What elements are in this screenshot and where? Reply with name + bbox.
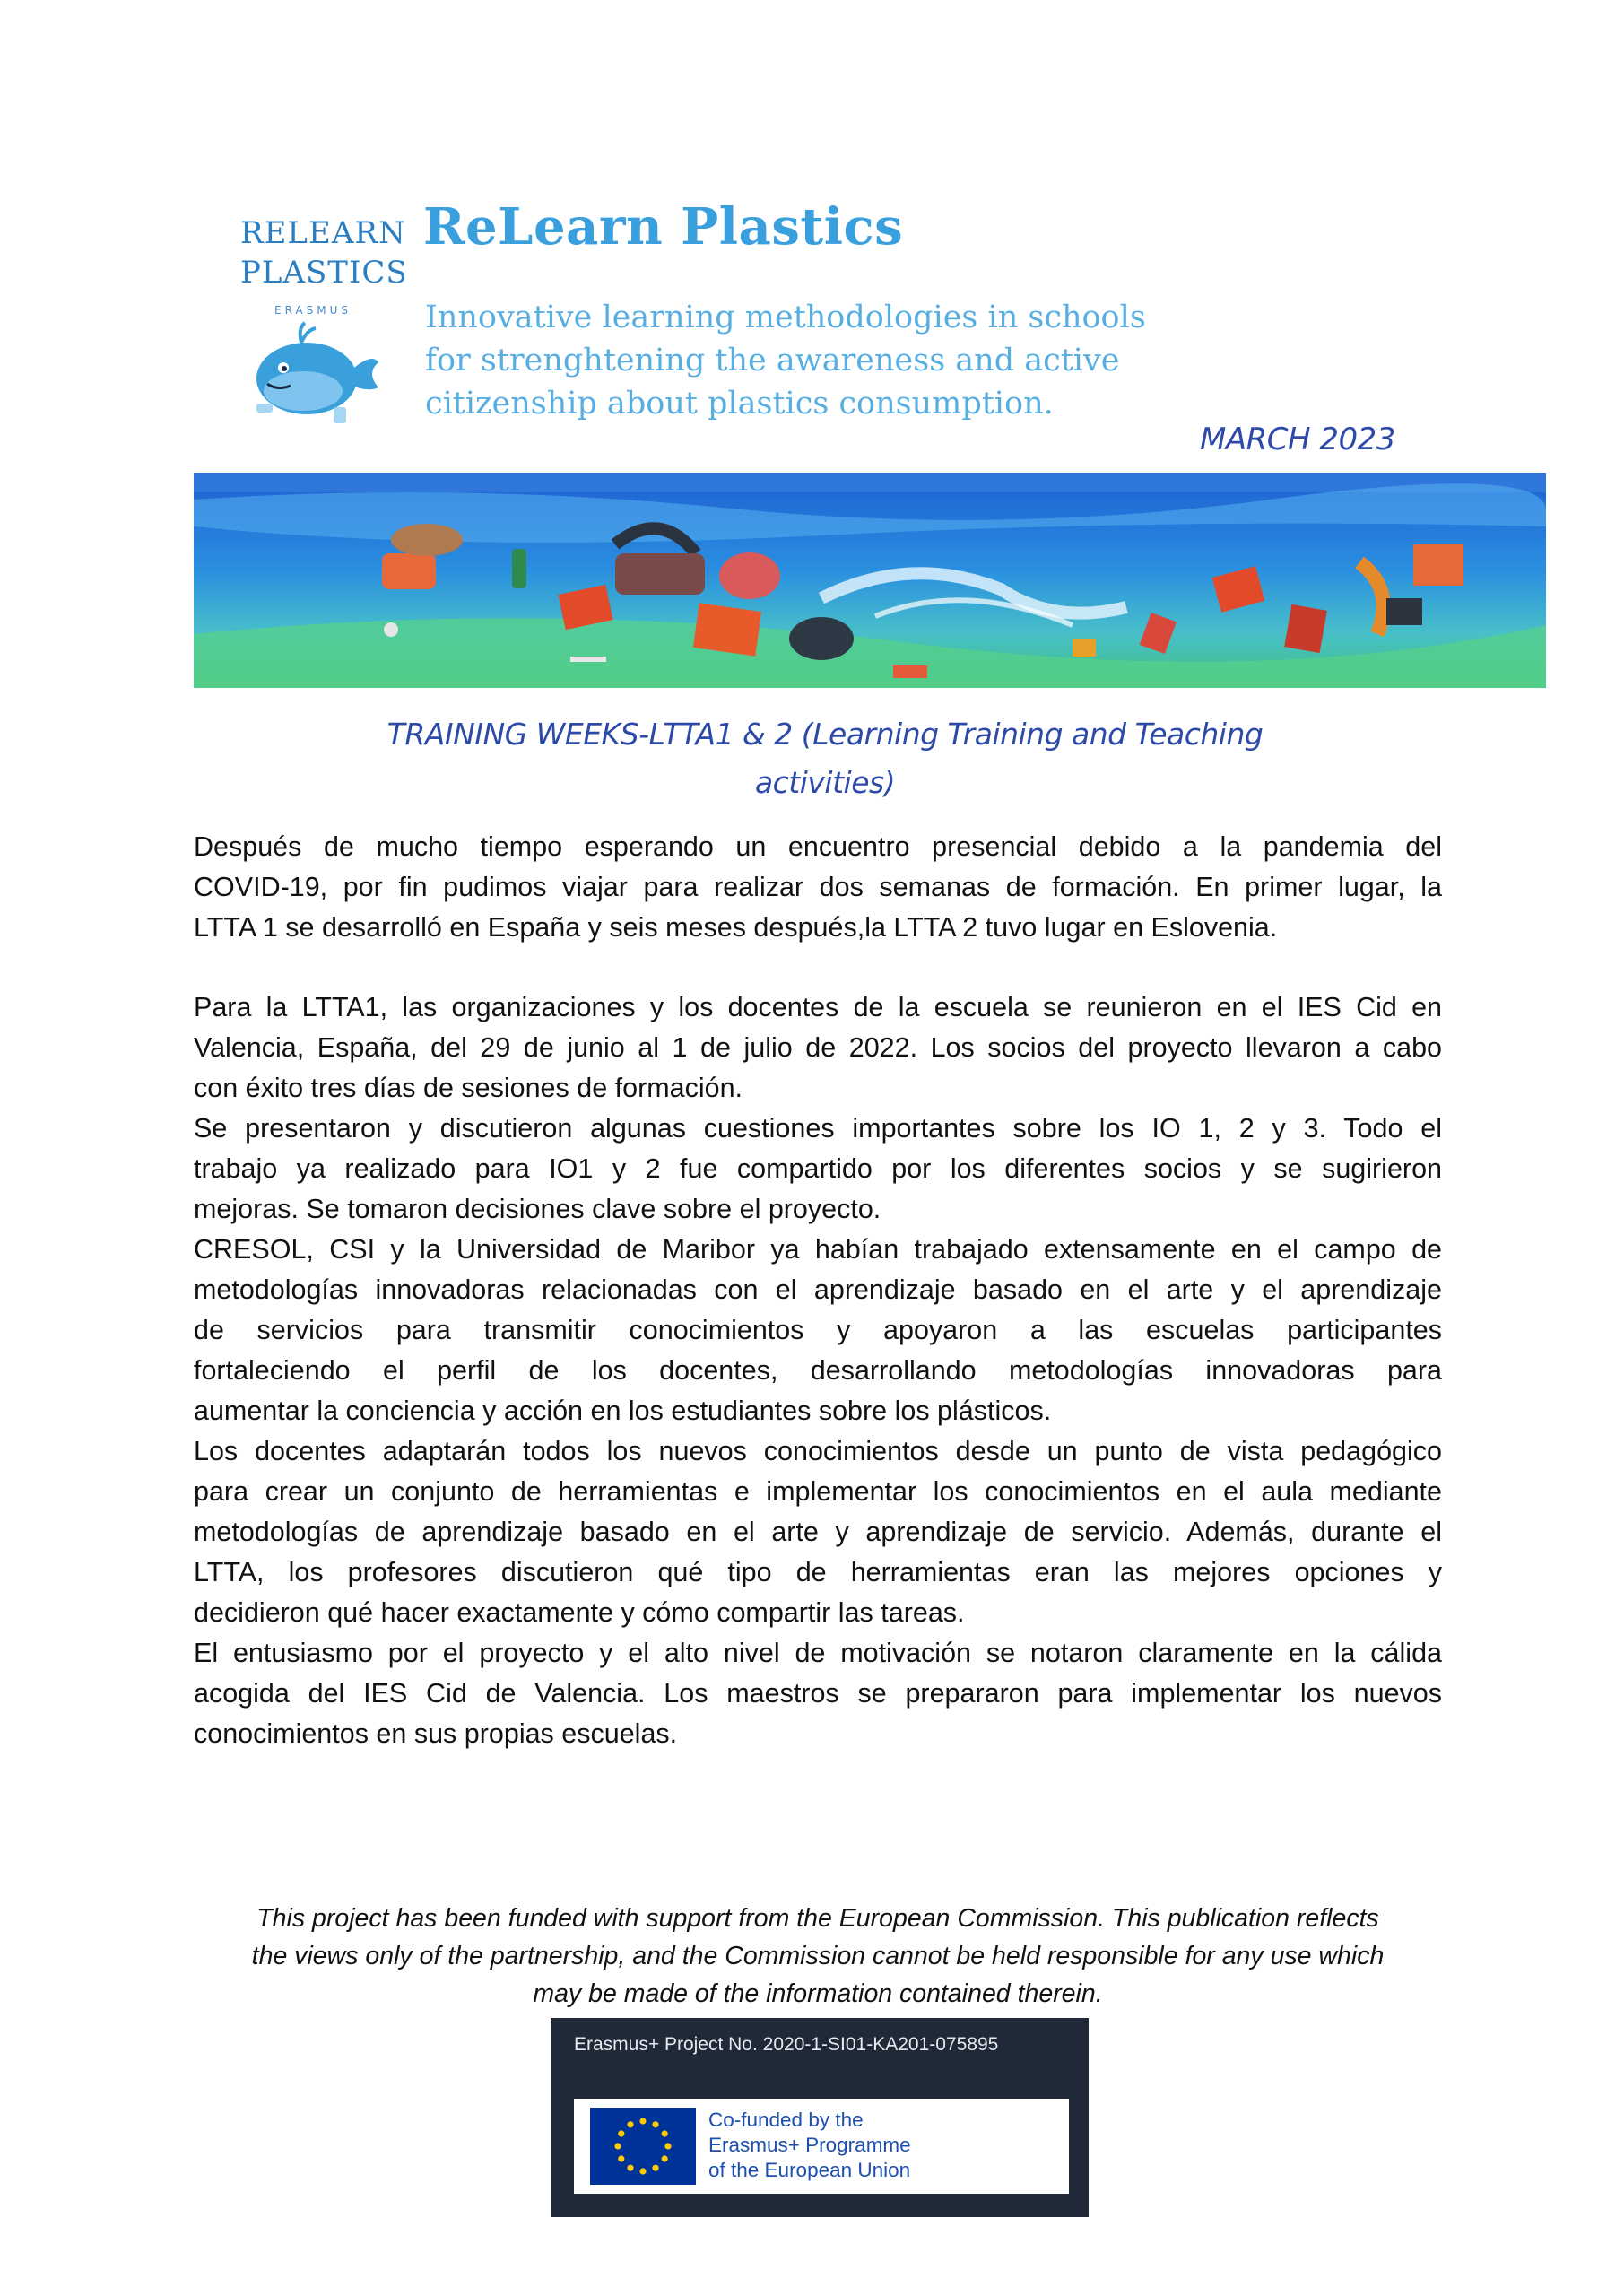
disclaimer-line: This project has been funded with support from the European Commission. This publication reflects (256, 1904, 1379, 1933)
paragraph-spacer (194, 948, 1442, 987)
paragraph-teachers (194, 1431, 1442, 1633)
paragraph-topics (194, 1109, 1442, 1230)
paragraph-enthusiasm (194, 1633, 1442, 1754)
text-line: COVID-19, por fin pudimos viajar para realizar dos semanas de formación. En primer lugar, la (194, 872, 1442, 902)
text-line: metodologías de aprendizaje basado en el arte y aprendizaje de servicio. Además, durante el (194, 1517, 1442, 1547)
text-line: fortaleciendo el perfil de los docentes, desarrollando metodologías innovadoras para (194, 1355, 1442, 1386)
text-line: El entusiasmo por el proyecto y el alto nivel de motivación se notaron claramente en la cálida (194, 1638, 1442, 1668)
text-line: de servicios para transmitir conocimientos y apoyaron a las escuelas participantes (194, 1315, 1442, 1345)
logo-wordmark (240, 213, 408, 292)
cofund-line: of the European Union (708, 2159, 911, 2181)
text-line: Los docentes adaptarán todos los nuevos conocimientos desde un punto de vista pedagógico (194, 1436, 1442, 1466)
disclaimer-line: the views only of the partnership, and the Commission cannot be held responsible for any use which (251, 1942, 1385, 1970)
subtitle-line: citizenship about plastics consumption. (425, 386, 1054, 422)
logo-line-1: RELEARN (240, 215, 406, 251)
ocean-plastic-banner (194, 473, 1546, 688)
paragraph-partners (194, 1230, 1442, 1431)
eu-flag-icon (590, 2108, 696, 2185)
text-line: para crear un conjunto de herramientas e implementar los conocimientos en el aula mediante (194, 1476, 1442, 1507)
text-line: Después de mucho tiempo esperando un encuentro presencial debido a la pandemia del (194, 831, 1442, 862)
text-line: CRESOL, CSI y la Universidad de Maribor ya habían trabajado extensamente en el campo de (194, 1234, 1442, 1265)
text-line: Se presentaron y discutieron algunas cuestiones importantes sobre los IO 1, 2 y 3. Todo el (194, 1113, 1442, 1144)
heading-line: activities) (754, 765, 896, 800)
text-line: LTTA, los profesores discutieron qué tipo de herramientas eran las mejores opciones y (194, 1557, 1442, 1587)
text-line: trabajo ya realizado para IO1 y 2 fue compartido por los diferentes socios y se sugirieron (194, 1153, 1442, 1184)
subtitle-line: for strenghtening the awareness and active (425, 343, 1120, 378)
text-line: decidieron qué hacer exactamente y cómo compartir las tareas. (194, 1597, 965, 1628)
text-line: metodologías innovadoras relacionadas con el aprendizaje basado en el arte y el aprendizaje (194, 1274, 1442, 1305)
page-title: ReLearn Plastics (423, 197, 904, 257)
text-line: Para la LTTA1, las organizaciones y los docentes de la escuela se reunieron en el IES Cid en (194, 992, 1442, 1022)
text-line: acogida del IES Cid de Valencia. Los maestros se prepararon para implementar los nuevos (194, 1678, 1442, 1709)
subtitle-line: Innovative learning methodologies in schools (425, 300, 1146, 335)
project-number: Erasmus+ Project No. 2020-1-SI01-KA201-075895 (574, 2034, 999, 2055)
logo-erasmus-label: ERASMUS (274, 304, 352, 317)
ocean-plastic-illustration (194, 473, 1546, 688)
relearn-plastics-logo (240, 213, 408, 433)
paragraph-intro (194, 827, 1442, 948)
erasmus-funding-box (551, 2018, 1089, 2217)
article-body (194, 827, 1442, 1754)
cofund-line: Erasmus+ Programme (708, 2134, 911, 2156)
eu-cofund-badge (574, 2099, 1069, 2194)
subtitle (425, 296, 1250, 425)
issue-date: MARCH 2023 (1200, 422, 1395, 457)
heading-line: TRAINING WEEKS-LTTA1 & 2 (Learning Training and Teaching (386, 717, 1264, 752)
funding-disclaimer (194, 1900, 1442, 2013)
disclaimer-line: may be made of the information contained therein. (533, 1979, 1103, 2008)
section-heading (206, 710, 1444, 807)
text-line: con éxito tres días de sesiones de formación. (194, 1073, 743, 1103)
cofund-line: Co-funded by the (708, 2109, 864, 2131)
text-line: mejoras. Se tomaron decisiones clave sobre el proyecto. (194, 1194, 881, 1224)
cofund-text (708, 2108, 911, 2183)
text-line: aumentar la conciencia y acción en los estudiantes sobre los plásticos. (194, 1396, 1052, 1426)
paragraph-ltta1 (194, 987, 1442, 1109)
text-line: LTTA 1 se desarrolló en España y seis meses después,la LTTA 2 tuvo lugar en Eslovenia. (194, 912, 1278, 943)
whale-icon (248, 321, 382, 429)
text-line: Valencia, España, del 29 de junio al 1 de julio de 2022. Los socios del proyecto llevaron a cabo (194, 1032, 1442, 1063)
logo-line-2: PLASTICS (240, 255, 408, 291)
text-line: conocimientos en sus propias escuelas. (194, 1718, 678, 1749)
